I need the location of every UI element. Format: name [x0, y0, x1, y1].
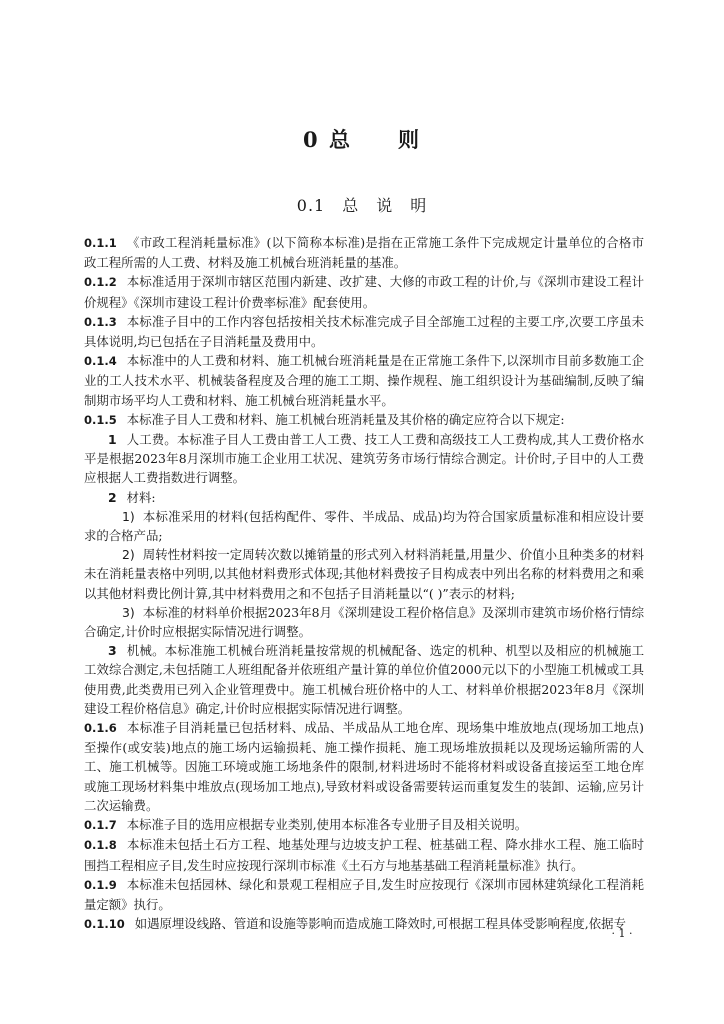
clause-text: 本标准子目人工费和材料、施工机械台班消耗量及其价格的确定应符合以下规定:: [126, 411, 565, 427]
subitem-text: 周转性材料按一定周转次数以摊销量的形式列入材料消耗量,用量少、价值小且种类多的材料未在消耗量表格中列明,以其他材料费形式体现;其他材料费按子目构成表中列出名称的材料费用之和乘以其他材料费比例计算,其中材料费用之和不包括子目消耗量以“( )”表示的材料;: [84, 547, 644, 601]
item-text: 人工费。本标准子目人工费由普工人工费、技工人工费和高级技工人工费构成,其人工费价格水平是根据2023年8月深圳市施工企业用工状况、建筑劳务市场行情综合测定。计价时,子目中的人工费应根据人工费指数进行调整。: [84, 432, 644, 486]
subitem-number: 2): [122, 547, 135, 563]
clause-number: 0.1.2: [84, 275, 117, 290]
clause-0-1-10: [84, 914, 644, 934]
material-subitem-1: [84, 507, 644, 545]
item-text: 机械。本标准施工机械台班消耗量按常规的机械配备、选定的机种、机型以及相应的机械施工工效综合测定,未包括随工人班组配备并依班组产量计算的单位价值2000元以下的小型施工机械或工具使用费,此类费用已列入企业管理费中。施工机械台班价格中的人工、材料单价根据2023年8月《深圳建设工程价格信息》确定,计价时应根据实际情况进行调整。: [84, 643, 644, 716]
material-subitem-2: [84, 545, 644, 603]
clause-0-1-5: [84, 410, 644, 430]
item-materials: [84, 488, 644, 507]
clause-text: 本标准子目消耗量已包括材料、成品、半成品从工地仓库、现场集中堆放地点(现场加工地点)至操作(或安装)地点的施工场内运输损耗、施工操作损耗、施工现场堆放损耗以及现场运输所需的人工、施工机械等。因施工环境或施工场地条件的限制,材料进场时不能将材料或设备直接运至工地仓库或施工现场材料集中堆放点(现场加工地点),导致材料或设备需要转运而重复发生的装卸、运输,应另计二次运输费。: [84, 720, 644, 813]
clause-0-1-6: [84, 718, 644, 815]
clause-0-1-1: [84, 233, 644, 272]
clause-number: 0.1.4: [84, 354, 117, 369]
chapter-title: 0 总 则: [303, 127, 421, 152]
clause-text: 本标准子目的选用应根据专业类别,使用本标准各专业册子目及相关说明。: [126, 817, 528, 833]
item-number: 2: [108, 489, 117, 505]
clause-0-1-2: [84, 272, 644, 311]
clause-text: 本标准子目中的工作内容包括按相关技术标准完成子目全部施工过程的主要工序,次要工序虽未具体说明,均已包括在子目消耗量及费用中。: [84, 313, 644, 350]
page-number: · 1 ·: [611, 927, 633, 940]
subitem-number: 1): [122, 508, 135, 524]
clause-number: 0.1.5: [84, 412, 117, 427]
clause-0-1-3: [84, 312, 644, 351]
clause-0-1-9: [84, 875, 644, 914]
subitem-text: 本标准的材料单价根据2023年8月《深圳建设工程价格信息》及深圳市建筑市场价格行情综合确定,计价时应根据实际情况进行调整。: [84, 604, 644, 640]
subitem-number: 3): [122, 604, 135, 620]
clause-number: 0.1.10: [84, 917, 125, 932]
clause-0-1-8: [84, 835, 644, 874]
clause-number: 0.1.3: [84, 314, 117, 329]
material-subitem-3: [84, 603, 644, 641]
clause-text: 本标准适用于深圳市辖区范围内新建、改扩建、大修的市政工程的计价,与《深圳市建设工程计价规程》《深圳市建设工程计价费率标准》配套使用。: [84, 274, 644, 310]
clause-number: 0.1.6: [84, 721, 117, 736]
clause-text: 本标准未包括土石方工程、地基处理与边坡支护工程、桩基础工程、降水排水工程、施工临时围挡工程相应子目,发生时应按现行深圳市标准《土石方与地基基础工程消耗量标准》执行。: [84, 837, 644, 873]
clause-0-1-4: [84, 351, 644, 410]
item-number: 1: [108, 432, 117, 448]
clause-text: 本标准中的人工费和材料、施工机械台班消耗量是在正常施工条件下,以深圳市目前多数施工企业的工人技术水平、机械装备程度及合理的施工工期、操作规程、施工组织设计为基础编制,反映了编制期市场平均人工费和材料、施工机械台班消耗量水平。: [84, 353, 644, 408]
clause-text: 如遇原埋设线路、管道和设施等影响而造成施工降效时,可根据工程具体受影响程度,依据专: [134, 916, 626, 932]
clause-number: 0.1.8: [84, 838, 117, 853]
subitem-text: 本标准采用的材料(包括构配件、零件、半成品、成品)均为符合国家质量标准和相应设计要求的合格产品;: [84, 508, 644, 544]
item-number: 3: [108, 643, 117, 659]
clause-text: 《市政工程消耗量标准》(以下简称本标准)是指在正常施工条件下完成规定计量单位的合格市政工程所需的人工费、材料及施工机械台班消耗量的基准。: [84, 235, 644, 271]
clause-text: 本标准未包括园林、绿化和景观工程相应子目,发生时应按现行《深圳市园林建筑绿化工程消耗量定额》执行。: [84, 876, 644, 912]
item-text: 材料:: [126, 489, 156, 505]
clause-number: 0.1.7: [84, 818, 117, 833]
clause-0-1-7: [84, 815, 644, 835]
document-body: [84, 233, 644, 934]
clause-number: 0.1.9: [84, 877, 117, 892]
item-machinery: [84, 641, 644, 718]
clause-number: 0.1.1: [84, 236, 117, 250]
item-labor: [84, 430, 644, 488]
section-title: 0.1 总 说 明: [296, 196, 428, 215]
